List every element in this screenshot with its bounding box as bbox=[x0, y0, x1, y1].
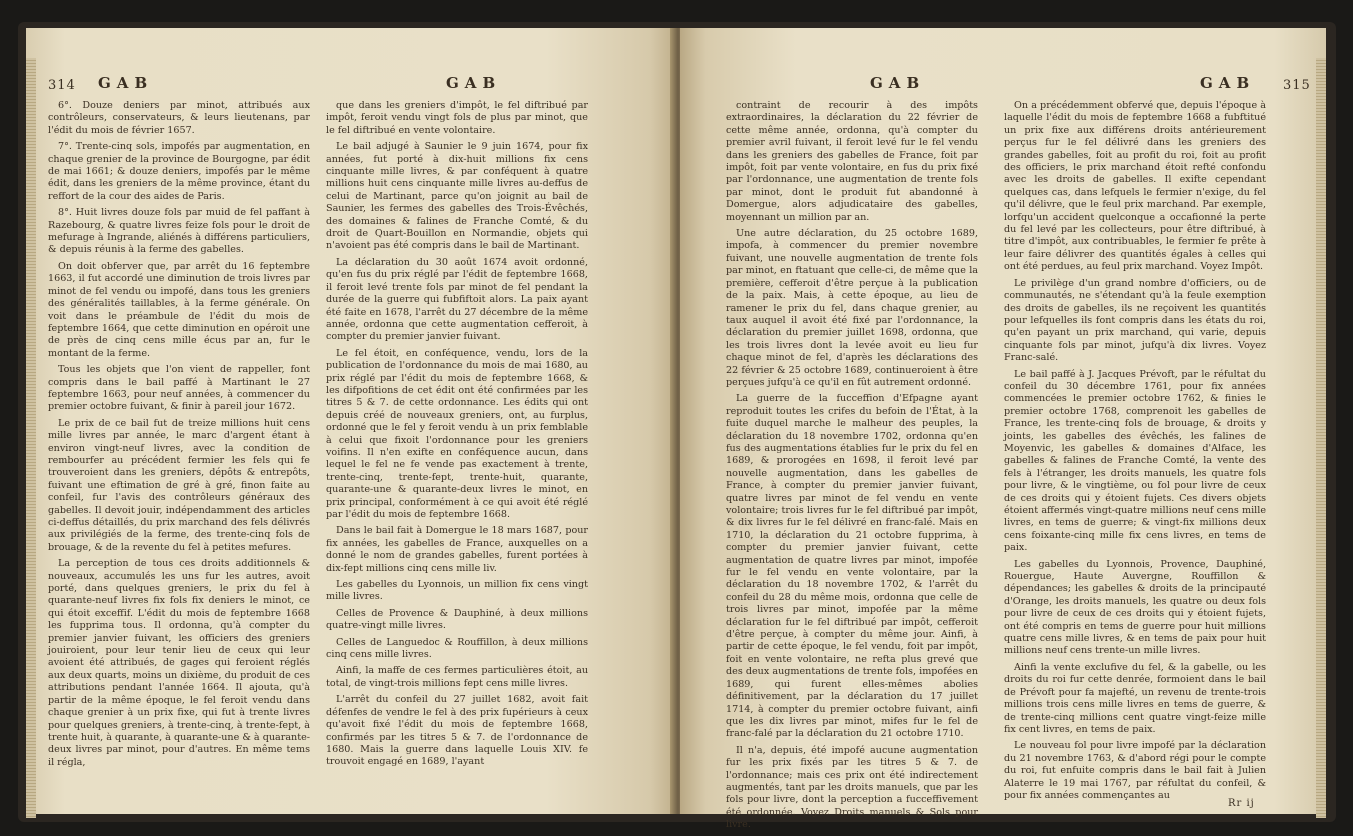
right-page-column-1 bbox=[726, 100, 978, 836]
running-head-right-1: GAB bbox=[870, 74, 926, 92]
paragraph: Ainfi, la maffe de ces fermes particulières étoit, au total, de vingt-trois millions fept cens mille livres. bbox=[326, 665, 588, 689]
left-page bbox=[26, 28, 676, 814]
paragraph: Le privilège d'un grand nombre d'officiers, ou de communautés, ne s'étendant qu'à la feule exemption des droits de gabelles, ils ne reçoivent les quantités pour lefquelles ils font compris dans les états du roi, qu'en payant un prix marchand, qui varie, depuis cinquante fols par minot, jufqu'à dix livres. Voyez Franc-salé. bbox=[1004, 277, 1266, 364]
right-page bbox=[680, 28, 1326, 831]
running-head-right-2: GAB bbox=[1200, 74, 1256, 92]
right-page-column-2 bbox=[1004, 100, 1266, 806]
paragraph: La guerre de la fucceffion d'Efpagne ayant reproduit toutes les crifes du befoin de l'État, à la fuite duquel marche le malheur des peuples, la déclaration du 18 novembre 1702, ordonna qu'en fus des augmentations établies fur le prix du fel en 1689, & prorogées en 1698, il feroit levé par nouvelle augmentation, dans les gabelles de France, à compter du premier janvier fuivant, quatre livres par minot de fel vendu en vente volontaire; trois livres fur le fel diftribué par impôt, & dix livres fur le fel délivré en franc-falé. Mais en 1710, la déclaration du 21 octobre fupprima, à compter du premier janvier fuivant, cette augmentation de quatre livres par minot, impofée fur le fel vendu en vente volontaire, par la déclaration du 18 novembre 1702, & l'arrêt du confeil du 28 du même mois, ordonna que celle de trois livres par minot, impofée par la même déclaration fur le fel diftribué par impôt, cefferoit d'être perçue, à compter du même jour. Ainfi, à partir de cette époque, le fel vendu, foit par impôt, foit en vente volontaire, ne refta plus grevé que des deux augmentations de trente fols, impofées en 1689, qui furent elles-mêmes abolies définitivement, par la déclaration du 17 juillet 1714, à compter du premier octobre fuivant, ainfi que les dix livres par minot, mifes fur le fel de franc-falé par la déclaration du 21 octobre 1710. bbox=[726, 393, 978, 740]
paragraph: 7°. Trente-cinq sols, impofés par augmentation, en chaque grenier de la province de Bourgogne, par édit de mai 1661; & douze deniers, impofés par le même édit, dans les greniers de la même province, étant du reffort de la cour des aides de Paris. bbox=[48, 141, 310, 202]
paragraph: Le bail paffé à J. Jacques Prévoft, par le réfultat du confeil du 30 décembre 1761, pour fix années commencées le premier octobre 1762, & finies le premier octobre 1768, comprenoit les gabelles de France, les trente-cinq fols de brouage, & droits y joints, les gabelles des évêchés, les falines de Moyenvic, les gabelles & domaines d'Alface, les gabelles & falines de Franche Comté, la vente des fels à l'étranger, les droits manuels, les quatre fols pour livre, & le vingtième, ou fol pour livre de ceux de ces droits qui y étoient fujets. Ces divers objets étoient affermés vingt-quatre millions neuf cens mille livres, en tems de guerre; & vingt-fix millions deux cens foixante-cinq mille fix cens livres, en tems de paix. bbox=[1004, 368, 1266, 554]
running-head-left-2: GAB bbox=[446, 74, 502, 92]
page-number-left: 314 bbox=[48, 78, 76, 93]
paragraph: Celles de Provence & Dauphiné, à deux millions quatre-vingt mille livres. bbox=[326, 607, 588, 632]
paragraph: Une autre déclaration, du 25 octobre 1689, impofa, à commencer du premier novembre fuivant, une nouvelle augmentation de trente fols par minot, en ftatuant que celle-ci, de même que la première, cefferoit d'être perçue à la publication de la paix. Mais, à cette époque, au lieu de ramener le prix du fel, dans chaque grenier, au taux auquel il avoit été fixé par l'ordonnance, la déclaration du premier juillet 1698, ordonna, que les trois livres dont la levée avoit eu lieu fur chaque minot de fel, d'après les déclarations des 22 février & 25 octobre 1689, continueroient à être perçues jufqu'à ce qu'il en fût autrement ordonné. bbox=[726, 228, 978, 388]
paragraph: Tous les objets que l'on vient de rappeller, font compris dans le bail paffé à Martinant le 27 feptembre 1663, pour neuf années, à commencer du premier octobre fuivant, & finir à pareil jour 1672. bbox=[48, 364, 310, 413]
left-page-column-1 bbox=[48, 100, 310, 773]
paragraph: Les gabelles du Lyonnois, Provence, Dauphiné, Rouergue, Haute Auvergne, Rouffillon & dépendances; les gabelles & droits de la principauté d'Orange, les droits manuels, les quatre ou deux fols pour livre de ceux de ces droits qui y étoient fujets, ont été compris en tems de guerre pour huit millions quatre cens mille livres, & en tems de paix pour huit millions neuf cens trente-un mille livres. bbox=[1004, 558, 1266, 657]
signature-mark: Rr ij bbox=[1228, 798, 1255, 809]
paragraph: L'arrêt du confeil du 27 juillet 1682, avoit fait défenfes de vendre le fel à des prix fupérieurs à ceux qu'avoit fixé l'édit du mois de feptembre 1668, confirmés par les titres 5 & 7. de l'ordonnance de 1680. Mais la guerre dans laquelle Louis XIV. fe trouvoit engagé en 1689, l'ayant bbox=[326, 694, 588, 768]
paragraph: Dans le bail fait à Domergue le 18 mars 1687, pour fix années, les gabelles de France, auxquelles on a donné le nom de grandes gabelles, furent portées à dix-fept millions cinq cens mille liv. bbox=[326, 525, 588, 574]
paragraph: Le fel étoit, en conféquence, vendu, lors de la publication de l'ordonnance du mois de mai 1680, au prix réglé par l'édit du mois de feptembre 1668, & les difpofitions de cet édit ont été confirmées par les titres 5 & 7. de cette ordonnance. Les édits qui ont depuis créé de nouveaux greniers, ont, au furplus, ordonné que le fel y feroit vendu à un prix femblable à celui que fixoit l'ordonnance pour les greniers voifins. Il n'en exifte en conféquence aucun, dans lequel le fel ne fe vende pas exactement à trente, trente-cinq, trente-fept, trente-huit, quarante, quarante-une & quarante-deux livres le minot, en prix principal, conformément à ce qui avoit été réglé par l'édit du mois de feptembre 1668. bbox=[326, 347, 588, 520]
paragraph: que dans les greniers d'impôt, le fel diftribué par impôt, feroit vendu vingt fols de plus par minot, que le fel diftribué en vente volontaire. bbox=[326, 100, 588, 136]
paragraph: On a précédemment obfervé que, depuis l'époque à laquelle l'édit du mois de feptembre 1668 a fubftitué un prix fixe aux différens droits antérieurement perçus fur le fel délivré dans les greniers des grandes gabelles, foit au profit du roi, foit au profit des officiers, le prix marchand étoit refté confondu avec les droits de gabelles. Il exifte cependant quelques cas, dans lefquels le fermier n'exige, du fel qu'il délivre, que le feul prix marchand. Par exemple, lorfqu'un accident quelconque a occafionné la perte du fel levé par les collecteurs, pour être diftribué, à titre d'impôt, aux contribuables, le fermier fe prête à leur faire délivrer des quantités égales à celles qui ont été perdues, au feul prix marchand. Voyez Impôt. bbox=[1004, 100, 1266, 273]
paragraph: contraint de recourir à des impôts extraordinaires, la déclaration du 22 février de cette même année, ordonna, qu'à compter du premier avril fuivant, il feroit levé fur le fel vendu dans les greniers des gabelles de France, foit par impôt, foit par vente volontaire, en fus du prix fixé par l'ordonnance, une augmentation de trente fols par minot, dont le produit fut abandonné à Domergue, alors adjudicataire des gabelles, moyennant un million par an. bbox=[726, 100, 978, 223]
page-number-right: 315 bbox=[1283, 78, 1311, 93]
paragraph: La déclaration du 30 août 1674 avoit ordonné, qu'en fus du prix réglé par l'édit de feptembre 1668, il feroit levé trente fols par minot de fel pendant la durée de la guerre qui fubfiftoit alors. La paix ayant été faite en 1678, l'arrêt du 27 décembre de la même année, ordonna que cette augmentation cefferoit, à compter du premier janvier fuivant. bbox=[326, 256, 588, 343]
left-page-column-2 bbox=[326, 100, 588, 773]
page-edge-left bbox=[26, 58, 36, 818]
paragraph: Il n'a, depuis, été impofé aucune augmentation fur les prix fixés par les titres 5 & 7. de l'ordonnance; mais ces prix ont été indirectement augmentés, tant par les droits manuels, que par les fols pour livre, dont la perception a fucceffivement été ordonnée. Voyez Droits manuels & Sols pour livre. bbox=[726, 744, 978, 831]
paragraph: Ainfi la vente exclufive du fel, & la gabelle, ou les droits du roi fur cette denrée, formoient dans le bail de Prévoft pour fa majefté, un revenu de trente-trois millions trois cens mille livres en tems de guerre, & de trente-cinq millions cent quatre vingt-feize mille fix cent livres, en tems de paix. bbox=[1004, 661, 1266, 735]
paragraph: 8°. Huit livres douze fols par muid de fel paffant à Razebourg, & quatre livres feize fols pour le droit de mefurage à Ingrande, aliénés à différens particuliers, & depuis réunis à la ferme des gabelles. bbox=[48, 207, 310, 256]
paragraph: On doit obferver que, par arrêt du 16 feptembre 1663, il fut accordé une diminution de trois livres par minot de fel vendu ou impofé, dans tous les greniers des généralités taillables, à la ferme générale. On voit dans le préambule de l'édit du mois de feptembre 1664, que cette diminution en opéroit une de près de cinq cens mille écus par an, fur le montant de la ferme. bbox=[48, 260, 310, 359]
paragraph: 6°. Douze deniers par minot, attribués aux contrôleurs, conservateurs, & leurs lieutenans, par l'édit du mois de février 1657. bbox=[48, 100, 310, 136]
book bbox=[18, 22, 1336, 831]
running-head-left-1: GAB bbox=[98, 74, 154, 92]
paragraph: Le prix de ce bail fut de treize millions huit cens mille livres par année, le marc d'argent étant à environ vingt-neuf livres, avec la condition de rembourfer au précédent fermier les fels qui fe trouveroient dans les greniers, dépôts & entrepôts, fuivant une eftimation de gré à gré, finon faite au confeil, fur l'avis des contrôleurs généraux des gabelles. Il devoit jouir, indépendamment des articles ci-deffus détaillés, du prix marchand des fels délivrés aux privilégiés de la ferme, des trente-cinq fols de brouage, & de la revente du fel à petites mefures. bbox=[48, 417, 310, 553]
paragraph: Le nouveau fol pour livre impofé par la déclaration du 21 novembre 1763, & d'abord régi pour le compte du roi, fut enfuite compris dans le bail fait à Julien Alaterre le 19 mai 1767, par réfultat du confeil, & pour fix années commençantes au bbox=[1004, 740, 1266, 801]
paragraph: Les gabelles du Lyonnois, un million fix cens vingt mille livres. bbox=[326, 579, 588, 603]
page-edge-right bbox=[1316, 58, 1326, 818]
paragraph: La perception de tous ces droits additionnels & nouveaux, accumulés les uns fur les autres, avoit porté, dans quelques greniers, le prix du fel à quarante-neuf livres fix fols fix deniers le minot, ce qui étoit exceffif. L'édit du mois de feptembre 1668 les fupprima tous. Il ordonna, qu'à compter du premier janvier fuivant, les officiers des greniers jouiroient, pour leur tenir lieu de ceux qui leur avoient été attribués, de gages qui feroient réglés aux deux quarts, moins un dixième, du produit de ces attributions pendant l'année 1664. Il ajouta, qu'à partir de la même époque, le fel feroit vendu dans chaque grenier à un prix fixe, qui fut à trente livres pour quelques greniers, à trente-cinq, à trente-fept, à trente huit, à quarante, à quarante-une & à quarante-deux livres par minot, pour d'autres. En même tems il régla, bbox=[48, 558, 310, 768]
paragraph: Le bail adjugé à Saunier le 9 juin 1674, pour fix années, fut porté à dix-huit millions fix cens cinquante mille livres, & par conféquent à quatre millions huit cens cinquante mille livres au-deffus de celui de Martinant, parce qu'on joignit au bail de Saunier, les fermes des gabelles des Trois-Évêchés, des domaines & falines de Franche Comté, & du droit de Quart-Bouillon en Normandie, objets qui n'avoient pas été compris dans le bail de Martinant. bbox=[326, 141, 588, 252]
paragraph: Celles de Languedoc & Rouffillon, à deux millions cinq cens mille livres. bbox=[326, 636, 588, 661]
